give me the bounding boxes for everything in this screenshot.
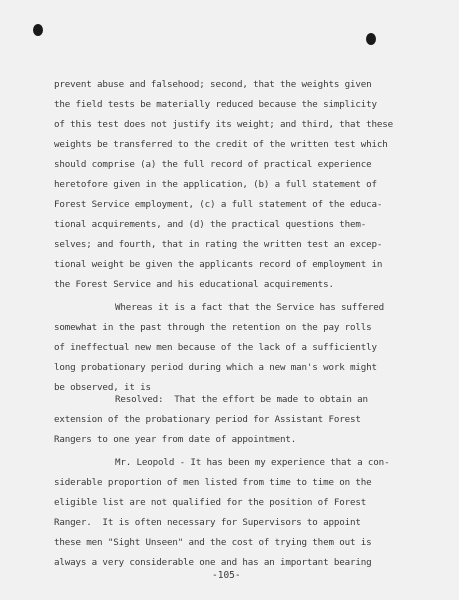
page-number: -105-: [212, 570, 241, 581]
text-line: selves; and fourth, that in rating the written test an excep-: [54, 239, 383, 250]
text-line: Ranger. It is often necessary for Supervisors to appoint: [54, 517, 361, 528]
text-line: Rangers to one year from date of appointment.: [54, 434, 297, 445]
text-line: siderable proportion of men listed from time to time on the: [54, 477, 372, 488]
text-line: Whereas it is a fact that the Service has suffered: [115, 302, 385, 313]
text-line: be observed, it is: [54, 382, 151, 393]
punch-hole-left: [33, 24, 43, 36]
text-line: should comprise (a) the full record of practical experience: [54, 159, 372, 170]
text-line: of ineffectual new men because of the lack of a sufficiently: [54, 342, 377, 353]
text-line: Forest Service employment, (c) a full statement of the educa-: [54, 199, 383, 210]
text-line: Resolved: That the effort be made to obtain an: [115, 394, 368, 405]
text-line: prevent abuse and falsehood; second, that the weights given: [54, 79, 372, 90]
text-line: always a very considerable one and has an important bearing: [54, 557, 372, 568]
text-line: tional acquirements, and (d) the practical questions them-: [54, 219, 367, 230]
text-line: long probationary period during which a new man's work might: [54, 362, 377, 373]
text-line: weights be transferred to the credit of the written test which: [54, 139, 388, 150]
text-line: of this test does not justify its weight; and third, that these: [54, 119, 394, 130]
text-line: these men "Sight Unseen" and the cost of trying them out is: [54, 537, 372, 548]
text-line: somewhat in the past through the retention on the pay rolls: [54, 322, 372, 333]
text-line: the Forest Service and his educational acquirements.: [54, 279, 334, 290]
text-line: tional weight be given the applicants record of employment in: [54, 259, 383, 270]
text-line: extension of the probationary period for Assistant Forest: [54, 414, 361, 425]
text-line: the field tests be materially reduced because the simplicity: [54, 99, 377, 110]
text-line: Mr. Leopold - It has been my experience that a con-: [115, 457, 390, 468]
text-line: eligible list are not qualified for the position of Forest: [54, 497, 367, 508]
text-line: heretofore given in the application, (b) a full statement of: [54, 179, 377, 190]
punch-hole-right: [366, 33, 376, 45]
